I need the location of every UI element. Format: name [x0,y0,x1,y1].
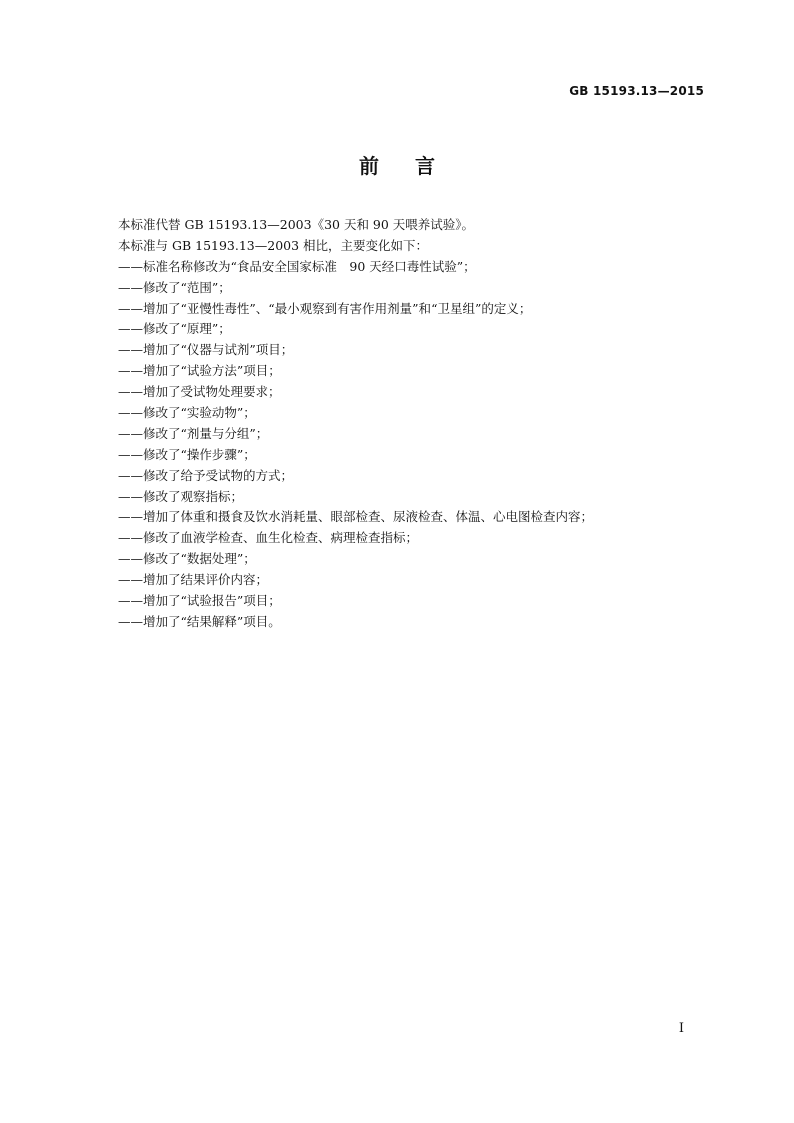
change-item: ——增加了“试验方法”项目； [118,363,281,379]
change-item: ——增加了“仪器与试剂”项目； [118,342,294,358]
change-item: ——修改了给予受试物的方式； [118,467,294,483]
change-item: ——修改了“剂量与分组”； [118,425,269,441]
change-item: ——修改了观察指标； [118,488,244,504]
change-item: ——修改了“原理”； [118,321,231,337]
change-item: ——增加了结果评价内容； [118,572,269,588]
change-item: ——增加了“亚慢性毒性”、“最小观察到有害作用剂量”和“卫星组”的定义； [118,300,532,316]
change-item: ——修改了“范围”； [118,279,231,295]
change-item: ——增加了受试物处理要求； [118,384,281,400]
page-number: I [678,1021,684,1036]
change-item: ——标准名称修改为“食品安全国家标准 90 天经口毒性试验”； [118,258,476,274]
intro-paragraph: 本标准与 GB 15193.13—2003 相比，主要变化如下： [118,237,429,253]
change-item: ——增加了体重和摄食及饮水消耗量、眼部检查、尿液检查、体温、心电图检查内容； [118,509,594,525]
change-item: ——修改了血液学检查、血生化检查、病理检查指标； [118,530,419,546]
document-body [118,215,718,633]
change-item: ——修改了“实验动物”； [118,405,256,421]
intro-paragraph: 本标准代替 GB 15193.13—2003《30 天和 90 天喂养试验》。 [118,217,475,232]
change-item: ——增加了“试验报告”项目； [118,593,281,609]
page-title: 前言 [359,154,471,178]
change-item: ——增加了“结果解释”项目。 [118,613,281,629]
change-item: ——修改了“操作步骤”； [118,446,256,462]
change-item: ——修改了“数据处理”； [118,551,256,567]
document-id: GB 15193.13—2015 [569,84,704,98]
